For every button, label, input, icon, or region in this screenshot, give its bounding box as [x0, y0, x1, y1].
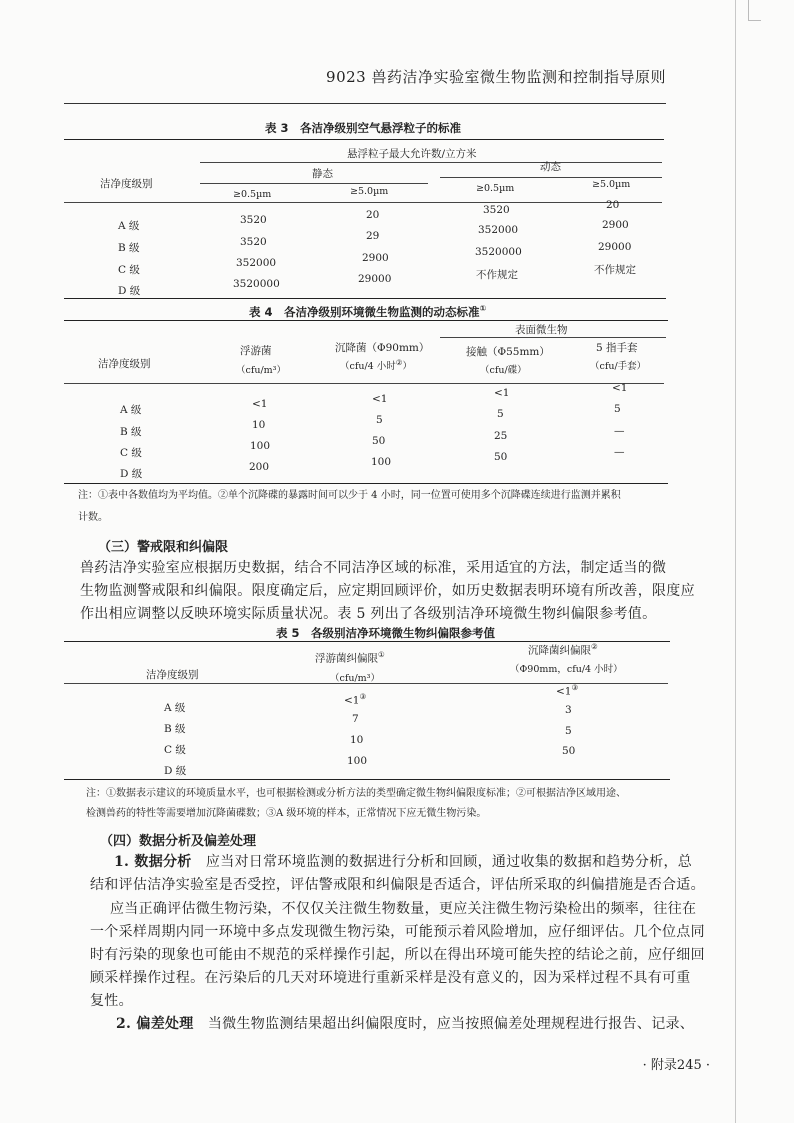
table-cell: 50	[372, 435, 386, 447]
table4-col4-line2: （cfu/手套）	[590, 361, 647, 372]
table3-static-header: 静态	[312, 168, 333, 180]
table-cell: 352000	[236, 257, 277, 269]
table-row-label: A 级	[164, 702, 186, 714]
section4-heading: （四）数据分析及偏差处理	[100, 834, 257, 849]
table5-col1-line1: 浮游菌纠偏限①	[315, 650, 385, 665]
table-row-label: C 级	[120, 447, 142, 459]
table-cell: 3520	[483, 204, 510, 216]
table-cell: 29000	[358, 273, 392, 285]
table3-top-rule	[64, 139, 664, 140]
section4-para2-line1: 应当正确评估微生物污染，不仅仅关注微生物数量，更应关注微生物污染检出的频率，往往在	[110, 901, 697, 917]
table-cell: 29000	[598, 241, 632, 253]
table4-col3-line1: 接触（Φ55mm）	[466, 346, 550, 358]
table-row-label: B 级	[164, 723, 186, 735]
table3-static-rule	[200, 183, 428, 184]
table3-sub2: ≥5.0µm	[350, 186, 389, 197]
table-cell: 200	[249, 461, 270, 473]
table-cell: 7	[352, 713, 359, 725]
table4-caption: 表 4 各洁净级别环境微生物监测的动态标准①	[249, 304, 487, 319]
table-row-label: B 级	[118, 242, 140, 254]
table4-surface-header: 表面微生物	[515, 324, 568, 336]
table-cell: <1	[494, 387, 510, 399]
table-row-label: D 级	[118, 285, 141, 297]
table4-top-rule	[64, 320, 668, 321]
table-cell: 不作规定	[594, 264, 636, 276]
table4-bottom-rule	[64, 483, 668, 484]
table-cell: <1③	[344, 692, 367, 707]
table-cell: 25	[494, 430, 508, 442]
table-cell: 2900	[362, 252, 389, 264]
section4-item2-line1: 2. 偏差处理 当微生物监测结果超出纠偏限度时，应当按照偏差处理规程进行报告、记录、	[116, 1016, 695, 1032]
table-cell: 20	[606, 199, 620, 211]
table-cell: 3520000	[233, 278, 280, 290]
table-cell: 50	[562, 745, 576, 757]
table5-caption: 表 5 各级别洁净环境微生物纠偏限参考值	[276, 626, 496, 640]
table4-header-rule	[64, 383, 664, 384]
table3-group-rule	[200, 162, 662, 163]
table3-bottom-rule	[64, 298, 666, 299]
section3-para-line1: 兽药洁净实验室应根据历史数据，结合不同洁净区域的标准，采用适宜的方法，制定适当的微	[80, 560, 667, 576]
table3-group-header: 悬浮粒子最大允许数/立方米	[347, 148, 477, 160]
table-cell: 3520	[240, 236, 267, 248]
table5-bottom-rule	[64, 779, 670, 780]
section3-para-line3: 作出相应调整以反映环境实际质量状况。表 5 列出了各级别洁净环境微生物纠偏限参考值。	[80, 606, 657, 622]
table5-col2-line2: （Φ90mm，cfu/4 小时）	[510, 664, 623, 675]
table-cell: —	[614, 425, 625, 437]
section4-para2-line3: 时有污染的现象也可能由不规范的采样操作引起，所以在得出环境可能失控的结论之前，应仔细回	[90, 947, 705, 963]
table-cell: —	[614, 446, 625, 458]
table-cell: 352000	[478, 224, 519, 236]
table-row-label: A 级	[118, 220, 140, 232]
table3-sub1: ≥0.5µm	[233, 189, 272, 200]
table-cell: 5	[614, 403, 621, 415]
table3-sub3: ≥0.5µm	[476, 183, 515, 194]
section3-heading: （三）警戒限和纠偏限	[98, 540, 229, 555]
table5-col2-line1: 沉降菌纠偏限②	[528, 642, 598, 657]
table-cell: 3520	[240, 214, 267, 226]
table-row-label: C 级	[164, 744, 186, 756]
table-cell: 3	[565, 704, 572, 716]
table3-dynamic-header: 动态	[540, 161, 561, 173]
section4-item1-label: 1. 数据分析	[114, 854, 192, 870]
table-cell: 3520000	[475, 246, 522, 258]
table3-sub4: ≥5.0µm	[592, 179, 631, 190]
table4-surface-rule	[440, 337, 666, 338]
table4-col2-line1: 沉降菌（Φ90mm）	[335, 342, 430, 354]
table5-note-line2: 检测兽药的特性等需要增加沉降菌碟数；③A 级环境的样本，正常情况下应无微生物污染。	[86, 808, 487, 819]
table3-row-header: 洁净度级别	[100, 178, 153, 190]
table-cell: 2900	[602, 219, 629, 231]
table-cell: 10	[350, 734, 364, 746]
table4-col2-line2: （cfu/4 小时②）	[340, 358, 412, 373]
section4-item2-label: 2. 偏差处理	[116, 1016, 194, 1032]
table-cell: 5	[497, 408, 504, 420]
table-row-label: B 级	[120, 426, 142, 438]
table4-col1-line1: 浮游菌	[240, 345, 272, 357]
scan-edge-line	[735, 0, 736, 1123]
table-cell: <1	[612, 382, 628, 394]
table-cell: 100	[250, 440, 271, 452]
table-cell: <1③	[556, 683, 579, 698]
table3-caption: 表 3 各洁净级别空气悬浮粒子的标准	[265, 121, 462, 135]
header-rule	[64, 103, 666, 104]
table4-note-line2: 计数。	[78, 512, 108, 523]
table4-col1-line2: （cfu/m³）	[236, 365, 286, 376]
table-cell: <1	[372, 393, 388, 405]
corner-mark	[748, 0, 761, 21]
table-row-label: C 级	[118, 264, 140, 276]
table-cell: 20	[366, 209, 380, 221]
page-number: · 附录245 ·	[642, 1058, 710, 1073]
table-cell: 50	[494, 451, 508, 463]
table4-col4-line1: 5 指手套	[596, 342, 638, 354]
section3-para-line2: 生物监测警戒限和纠偏限。限度确定后，应定期回顾评价，如历史数据表明环境有所改善，限度应	[80, 583, 695, 599]
table-cell: 29	[366, 230, 380, 242]
table-row-label: D 级	[120, 468, 143, 480]
table4-note-line1: 注：①表中各数值均为平均值。②单个沉降碟的暴露时间可以少于 4 小时，同一位置可使用多个沉降碟连续进行监测并累积	[78, 490, 621, 501]
table-cell: 10	[252, 419, 266, 431]
table4-col3-line2: （cfu/碟）	[480, 365, 527, 376]
table-cell: 不作规定	[476, 269, 518, 281]
table5-note-line1: 注：①数据表示建议的环境质量水平，也可根据检测或分析方法的类型确定微生物纠偏限度标准；②可根据洁净区域用途、	[86, 788, 626, 799]
section4-para2-line5: 复性。	[90, 993, 133, 1009]
section4-item1-line2: 结和评估洁净实验室是否受控，评估警戒限和纠偏限是否适合，评估所采取的纠偏措施是否合适。	[90, 877, 705, 893]
table-cell: 5	[565, 725, 572, 737]
table-row-label: A 级	[120, 404, 142, 416]
section4-item1-line1: 1. 数据分析 应当对日常环境监测的数据进行分析和回顾，通过收集的数据和趋势分析，总	[114, 854, 693, 870]
section4-para2-line2: 一个采样周期内同一环境中多点发现微生物污染，可能预示着风险增加，应仔细评估。几个位点同	[90, 924, 705, 940]
table-cell: 5	[376, 414, 383, 426]
table3-header-rule	[64, 202, 662, 203]
table5-col1-line2: （cfu/m³）	[330, 673, 380, 684]
page-header-title: 9023 兽药洁净实验室微生物监测和控制指导原则	[326, 68, 666, 86]
table-cell: 100	[347, 755, 368, 767]
table-cell: 100	[371, 456, 392, 468]
table-row-label: D 级	[164, 765, 187, 777]
table3-dynamic-rule	[440, 177, 662, 178]
table-cell: <1	[252, 398, 268, 410]
section4-para2-line4: 顾采样操作过程。在污染后的几天对环境进行重新采样是没有意义的，因为采样过程不具有可重	[90, 970, 691, 986]
table5-row-header: 洁净度级别	[146, 669, 199, 681]
table4-row-header: 洁净度级别	[98, 358, 151, 370]
